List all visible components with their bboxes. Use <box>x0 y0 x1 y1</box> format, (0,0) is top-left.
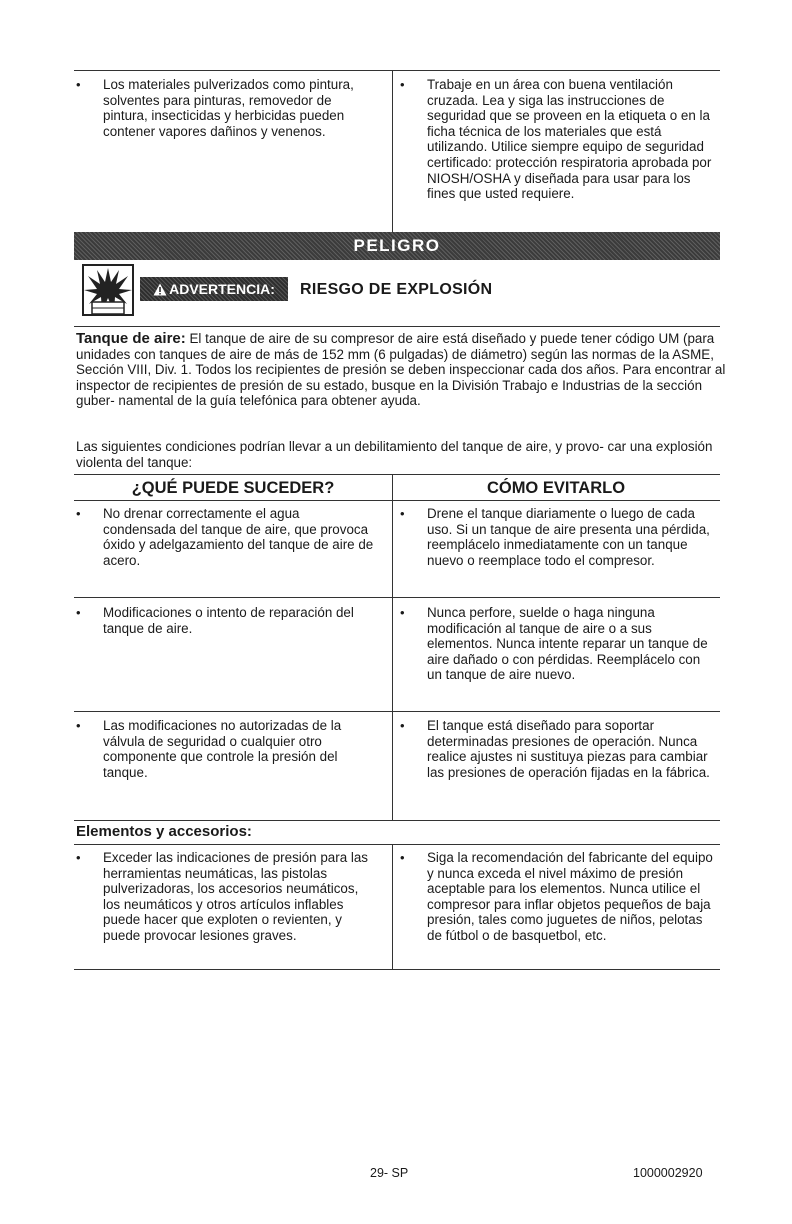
danger-label: PELIGRO <box>353 236 441 255</box>
elements-left <box>76 850 376 944</box>
hazard-rule <box>74 326 720 327</box>
elements-bottom-rule <box>74 969 720 970</box>
bullet-icon: • <box>400 850 405 865</box>
table-row-1-right <box>400 506 716 568</box>
row-rule-1 <box>74 597 720 598</box>
bullet-icon: • <box>400 605 405 620</box>
hazard-title: RIESGO DE EXPLOSIÓN <box>300 281 493 298</box>
top-right-item <box>400 77 716 202</box>
air-tank-paragraph <box>76 331 726 409</box>
warning-triangle-icon <box>153 283 167 296</box>
cell-text: No drenar correctamente el agua condensada del tanque de aire, que provoca óxido y adelgazamiento del tanque de aire de acero. <box>103 506 374 568</box>
doc-number: 1000002920 <box>633 1166 703 1180</box>
conditions-paragraph: Las siguientes condiciones podrían llevar a un debilitamiento del tanque de aire, y provo- car una explosión violenta del tanque: <box>76 439 713 470</box>
cell-text: Modificaciones o intento de reparación del tanque de aire. <box>103 605 354 636</box>
bullet-icon: • <box>76 77 81 92</box>
bullet-icon: • <box>400 718 405 733</box>
table-row-3-right <box>400 718 716 780</box>
bullet-icon: • <box>76 850 81 865</box>
elements-divider <box>392 844 393 969</box>
col-header-right: CÓMO EVITARLO <box>486 479 626 497</box>
cell-text: Las modificaciones no autorizadas de la válvula de seguridad o cualquier otro componente que controle la presión del tanque. <box>103 718 342 780</box>
table-row-2-right <box>400 605 716 683</box>
top-rule <box>74 70 720 71</box>
table-row-1-left <box>76 506 376 568</box>
top-divider <box>392 70 393 232</box>
top-left-item <box>76 77 376 139</box>
page-number: 29- SP <box>370 1166 409 1180</box>
air-tank-heading: Tanque de aire: <box>76 330 186 347</box>
warning-badge <box>140 277 288 301</box>
danger-banner <box>74 232 720 260</box>
top-right-text: Trabaje en un área con buena ventilación cruzada. Lea y siga las instrucciones de seguridad que se proveen en la etiqueta o en la ficha técnica de los materiales que está utilizando. Utilice siempre equipo de seguridad certificado: protección respiratoria aprobada por NIOSH/OSHA y diseñada para usar para los fines que usted requiere. <box>427 77 712 202</box>
table-row-2-left <box>76 605 376 636</box>
cell-text: El tanque está diseñado para soportar determinadas presiones de operación. Nunca realice ajustes ni sustituya piezas para cambiar las presiones de operación fijadas en la fábrica. <box>427 718 710 780</box>
bullet-icon: • <box>400 506 405 521</box>
header-rule <box>74 500 720 501</box>
top-left-text: Los materiales pulverizados como pintura, solventes para pinturas, removedor de pintura, insecticidas y herbicidas pueden contener vapores dañinos y venenos. <box>103 77 354 139</box>
cell-text: Nunca perfore, suelde o haga ninguna modificación al tanque de aire o a sus elementos. Nunca intente reparar un tanque de aire dañado o con pérdidas. Reemplácelo con un tanque de aire nuevo. <box>427 605 708 683</box>
cell-text: Drene el tanque diariamente o luego de cada uso. Si un tanque de aire presenta una pérdida, reemplácelo inmediatamente con un tanque nuevo o reemplace todo el compresor. <box>427 506 710 568</box>
elements-heading: Elementos y accesorios: <box>76 823 252 840</box>
cell-text: Exceder las indicaciones de presión para las herramientas neumáticas, las pistolas pulverizadoras, los accesorios neumáticos, los neumáticos y otros artículos inflables puede hacer que exploten o revienten, y puede provocar lesiones graves. <box>103 850 368 943</box>
table-row-3-left <box>76 718 376 780</box>
elements-rule <box>74 844 720 845</box>
bullet-icon: • <box>400 77 405 92</box>
explosion-icon <box>82 264 134 316</box>
bullet-icon: • <box>76 605 81 620</box>
cell-text: Siga la recomendación del fabricante del equipo y nunca exceda el nivel máximo de presión aceptable para los elementos. Nunca utilice el compresor para inflar objetos pequeños de baja presión, tales como juguetes de niños, pelotas de fútbol o de basquetbol, etc. <box>427 850 713 943</box>
row-rule-2 <box>74 711 720 712</box>
bullet-icon: • <box>76 506 81 521</box>
table-divider <box>392 474 393 820</box>
table-top-rule <box>74 474 720 475</box>
bullet-icon: • <box>76 718 81 733</box>
air-tank-text: El tanque de aire de su compresor de aire está diseñado y puede tener código UM (para unidades con tanques de aire de más de 152 mm (6 pulgadas) de diámetro) según las normas de la ASME, Sección VIII, Div. 1. Todos los recipientes de presión se deben inspeccionar cada dos años. Para encontrar al inspector de recipientes de presión de su estado, busque en la División Trabajo e Industrias de la sección guber- namental de la guía telefónica para obtener ayuda. <box>76 331 726 409</box>
row-rule-3 <box>74 820 720 821</box>
elements-right <box>400 850 718 944</box>
col-header-left: ¿QUÉ PUEDE SUCEDER? <box>131 479 335 497</box>
warning-label: ADVERTENCIA: <box>169 281 275 297</box>
